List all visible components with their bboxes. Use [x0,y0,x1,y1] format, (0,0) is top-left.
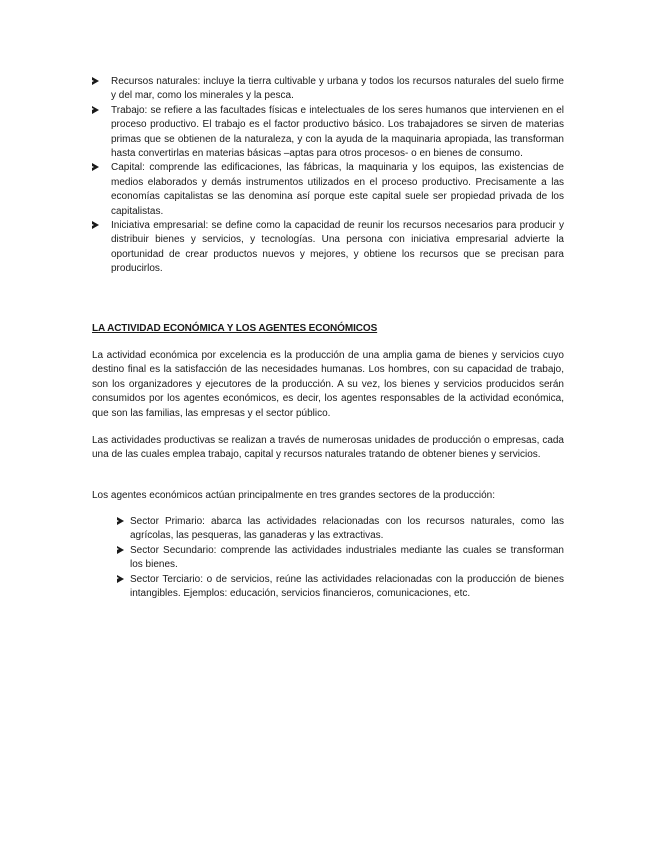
list-item-text: Trabajo: se refiere a las facultades físicas e intelectuales de los seres humanos que intervienen en el proceso productivo. El trabajo es el factor productivo básico. Los trabajadores se sirven de materias primas que se obtienen de la naturaleza, y con la ayuda de la maquinaria apropiada, las transforman hasta convertirlas en materias básicas –aptas para otros procesos- o en bienes de consumo. [111,104,564,160]
paragraph-sectors-intro: Los agentes económicos actúan principalmente en tres grandes sectores de la producción: [92,490,496,501]
list-item [92,161,564,219]
production-factors-list [92,75,564,277]
arrow-bullet-icon [92,106,99,114]
list-item [117,544,564,573]
list-item-text: Iniciativa empresarial: se define como la capacidad de reunir los recursos necesarios para producir y distribuir bienes y servicios, y tecnologías. Una persona con iniciativa empresarial advierte la oportunidad de crear productos nuevos y mejores, y obtiene los recursos que se precisan para producirlos. [111,220,564,275]
list-item-text: Sector Secundario: comprende las actividades industriales mediante las cuales se transforman los bienes. [130,544,564,571]
arrow-bullet-icon [117,575,124,583]
list-item [117,573,564,602]
arrow-bullet-icon [117,517,124,525]
arrow-bullet-icon [92,221,99,229]
list-item-text: Sector Terciario: o de servicios, reúne las actividades relacionadas con la producción de bienes intangibles. Ejemplos: educación, servicios financieros, comunicaciones, etc. [130,573,564,600]
arrow-bullet-icon [92,77,99,85]
list-item [117,515,564,544]
list-item [92,219,564,277]
list-item [92,104,564,162]
arrow-bullet-icon [92,163,99,171]
list-item-text: Sector Primario: abarca las actividades relacionadas con los recursos naturales, como las agrícolas, las pesqueras, las ganaderas y las extractivas. [130,516,564,542]
section-heading: LA ACTIVIDAD ECONÓMICA Y LOS AGENTES ECONÓMICOS [92,323,378,334]
list-item-text: Capital: comprende las edificaciones, las fábricas, la maquinaria y los equipos, las existencias de medios elaborados y demás instrumentos utilizados en el proceso productivo. Precisamente a las economías capitalistas se las denomina así porque este capital suele ser propiedad privada de los capitalistas. [111,162,564,217]
sectors-list [117,515,564,601]
arrow-bullet-icon [117,546,124,554]
paragraph-economic-activity: La actividad económica por excelencia es la producción de una amplia gama de bienes y servicios cuyo destino final es la satisfacción de las necesidades humanas. Los hombres, con su capacidad de trabajo, son los organizadores y ejecutores de la producción. A su vez, los bienes y servicios producidos serán consumidos por los agentes económicos, es decir, los agentes responsables de la actividad económica, que son las familias, las empresas y el sector público. [92,350,564,419]
paragraph-productive-activities: Las actividades productivas se realizan a través de numerosas unidades de producción o empresas, cada una de las cuales emplea trabajo, capital y recursos naturales tratando de obtener bienes y servicios. [92,435,564,461]
list-item [92,75,564,104]
list-item-text: Recursos naturales: incluye la tierra cultivable y urbana y todos los recursos naturales del suelo firme y del mar, como los minerales y la pesca. [111,76,564,102]
